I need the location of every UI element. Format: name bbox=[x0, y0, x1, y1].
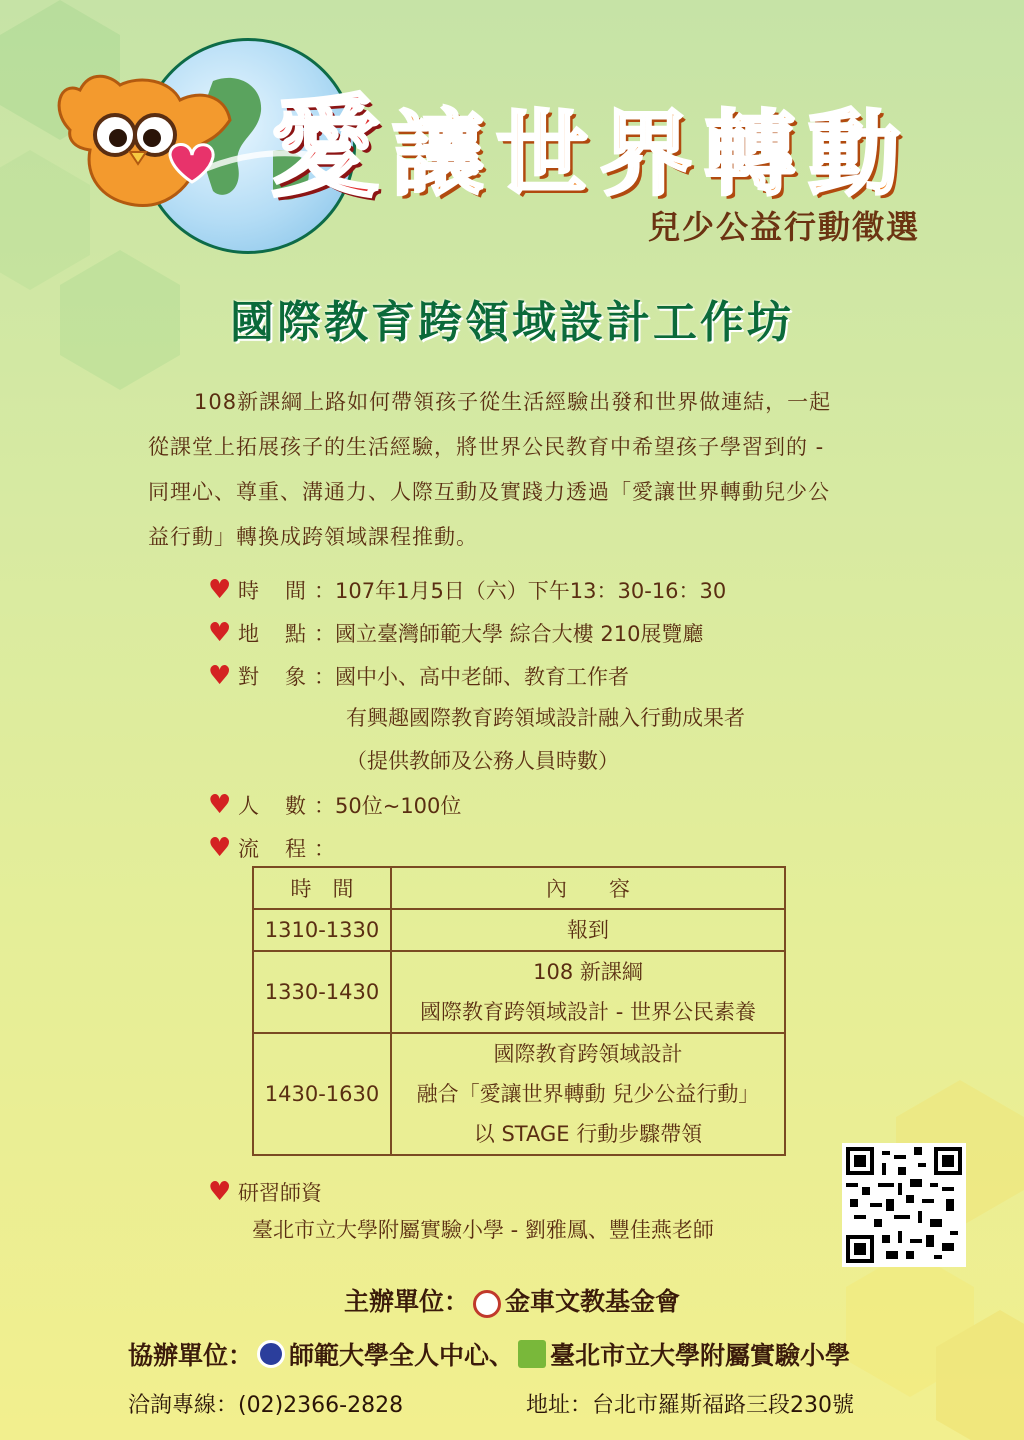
info-place bbox=[208, 611, 848, 654]
table-header-content: 內 容 bbox=[391, 867, 785, 909]
table-cell-content: 報到 bbox=[391, 909, 785, 951]
kingcar-logo-icon bbox=[473, 1290, 501, 1318]
teacher-heading bbox=[208, 1170, 322, 1213]
organizer-name: 金車文教基金會 bbox=[505, 1287, 681, 1316]
teacher-heading-text: 研習師資 bbox=[238, 1180, 322, 1205]
heart-bullet-icon: ♥ bbox=[208, 789, 232, 820]
intro-paragraph bbox=[148, 380, 878, 560]
owl-mascot-icon bbox=[50, 60, 250, 220]
table-header-time: 時 間 bbox=[253, 867, 391, 909]
ntnu-logo-icon bbox=[257, 1340, 285, 1368]
table-row bbox=[253, 1033, 785, 1155]
table-cell-content: 108 新課綱 國際教育跨領域設計 - 世界公民素養 bbox=[391, 951, 785, 1033]
info-label: 時 間 bbox=[238, 578, 306, 603]
workshop-title: 國際教育跨領域設計工作坊 bbox=[230, 297, 794, 348]
intro-line: 益行動」轉換成跨領域課程推動。 bbox=[148, 525, 478, 549]
table-row bbox=[253, 951, 785, 1033]
hero-title bbox=[270, 60, 912, 218]
info-value: ：50位~100位 bbox=[314, 793, 462, 818]
qr-code[interactable] bbox=[842, 1143, 966, 1267]
table-cell-time: 1330-1430 bbox=[253, 951, 391, 1033]
heart-bullet-icon: ♥ bbox=[208, 574, 232, 605]
info-label: 人 數 bbox=[238, 793, 306, 818]
heart-bullet-icon: ♥ bbox=[208, 617, 232, 648]
hero-banner bbox=[40, 20, 980, 250]
info-time bbox=[208, 568, 848, 611]
heart-bullet-icon: ♥ bbox=[208, 832, 232, 863]
info-value: ：國中小、高中老師、教育工作者 bbox=[314, 664, 629, 689]
info-value: ：國立臺灣師範大學 綜合大樓 210展覽廳 bbox=[314, 621, 704, 646]
event-info bbox=[208, 568, 848, 869]
school-logo-icon bbox=[518, 1340, 546, 1368]
schedule-table bbox=[252, 866, 786, 1156]
info-value: ：107年1月5日（六）下午13：30-16：30 bbox=[314, 578, 727, 603]
contact-address: 地址：台北市羅斯福路三段230號 bbox=[526, 1393, 854, 1418]
co-organizer-label: 協辦單位： bbox=[128, 1341, 254, 1370]
heart-bullet-icon: ♥ bbox=[208, 1176, 232, 1207]
info-count bbox=[208, 783, 848, 826]
co-organizer-name1: 師範大學全人中心、 bbox=[289, 1341, 515, 1370]
table-header-row bbox=[253, 867, 785, 909]
info-target-line3: （提供教師及公務人員時數） bbox=[346, 749, 619, 773]
info-target-line2: 有興趣國際教育跨領域設計融入行動成果者 bbox=[346, 706, 745, 730]
co-organizer-name2: 臺北市立大學附屬實驗小學 bbox=[550, 1341, 851, 1370]
intro-line: 同理心、尊重、溝通力、人際互動及實踐力透過「愛讓世界轉動兒少公 bbox=[148, 480, 830, 504]
organizer bbox=[0, 1282, 1024, 1318]
teacher-line: 臺北市立大學附屬實驗小學 - 劉雅鳳、豐佳燕老師 bbox=[252, 1218, 714, 1242]
hero-title-first-char: 愛 bbox=[270, 83, 392, 212]
info-label: 地 點 bbox=[238, 621, 306, 646]
info-flow bbox=[208, 826, 848, 869]
intro-line: 108新課綱上路如何帶領孩子從生活經驗出發和世界做連結，一起 bbox=[194, 390, 832, 414]
table-row bbox=[253, 909, 785, 951]
table-cell-time: 1430-1630 bbox=[253, 1033, 391, 1155]
info-label: 對 象 bbox=[238, 664, 306, 689]
hero-subtitle: 兒少公益行動徵選 bbox=[648, 208, 921, 246]
table-cell-content: 國際教育跨領域設計 融合「愛讓世界轉動 兒少公益行動」 以 STAGE 行動步驟帶領 bbox=[391, 1033, 785, 1155]
co-organizer bbox=[128, 1336, 850, 1372]
info-value: ： bbox=[314, 836, 335, 861]
organizer-label: 主辦單位： bbox=[343, 1287, 469, 1316]
intro-line: 從課堂上拓展孩子的生活經驗，將世界公民教育中希望孩子學習到的 - bbox=[148, 435, 825, 459]
table-cell-time: 1310-1330 bbox=[253, 909, 391, 951]
heart-bullet-icon: ♥ bbox=[208, 660, 232, 691]
contact-phone: 洽詢專線：(02)2366-2828 bbox=[128, 1393, 404, 1418]
hero-title-rest: 讓世界轉動 bbox=[392, 100, 913, 208]
info-target bbox=[208, 654, 848, 697]
info-label: 流 程 bbox=[238, 836, 306, 861]
